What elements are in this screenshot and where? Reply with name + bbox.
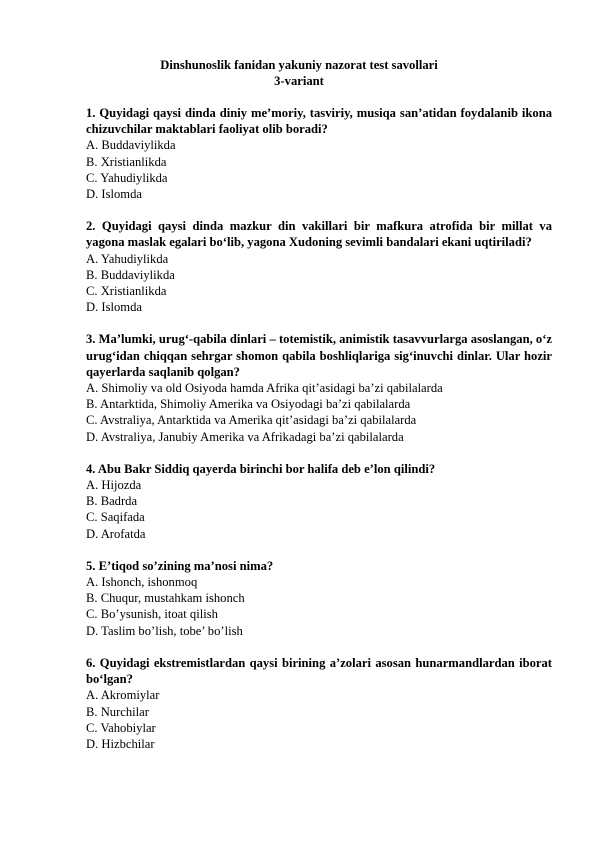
question-text: 2. Quyidagi qaysi dinda mazkur din vakillari bir mafkura atrofida bir millat va yagona maslak egalari bo‘lib, yagona Xudoning sevimli bandalari ekani uqtiriladi? bbox=[86, 219, 552, 250]
option-b: B. Nurchilar bbox=[86, 704, 149, 719]
question-4 bbox=[86, 461, 552, 542]
option-d: D. Islomda bbox=[86, 187, 142, 202]
document-title: Dinshunoslik fanidan yakuniy nazorat test savollari bbox=[160, 58, 438, 72]
option-d: D. Islomda bbox=[86, 300, 142, 315]
option-d: D. Avstraliya, Janubiy Amerika va Afrikadagi ba’zi qabilalarda bbox=[86, 429, 404, 444]
option-a: A. Yahudiylikda bbox=[86, 251, 169, 266]
option-d: D. Taslim bo’lish, tobe’ bo’lish bbox=[86, 623, 243, 638]
option-c: C. Yahudiylikda bbox=[86, 170, 168, 185]
option-a: A. Ishonch, ishonmoq bbox=[86, 575, 198, 590]
variant-label: 3-variant bbox=[274, 74, 324, 88]
question-3 bbox=[86, 331, 552, 444]
option-d: D. Arofatda bbox=[86, 526, 146, 541]
option-a: A. Akromiylar bbox=[86, 688, 160, 703]
option-a: A. Buddaviylikda bbox=[86, 138, 176, 153]
option-b: B. Xristianlikda bbox=[86, 154, 167, 169]
option-b: B. Badrda bbox=[86, 494, 138, 509]
option-b: B. Buddaviylikda bbox=[86, 267, 175, 282]
option-c: C. Xristianlikda bbox=[86, 284, 167, 299]
question-text: 4. Abu Bakr Siddiq qayerda birinchi bor halifa deb e’lon qilindi? bbox=[86, 461, 436, 476]
option-c: C. Bo’ysunish, itoat qilish bbox=[86, 607, 218, 622]
question-text: 5. E’tiqod so’zining ma’nosi nima? bbox=[86, 558, 274, 573]
option-d: D. Hizbchilar bbox=[86, 736, 155, 751]
question-text: 1. Quyidagi qaysi dinda diniy me’moriy, tasviriy, musiqa san’atidan foydalanib ikona chizuvchilar maktablari faoliyat olib boradi? bbox=[86, 106, 552, 137]
option-c: C. Avstraliya, Antarktida va Amerika qit’asidagi ba’zi qabilalarda bbox=[86, 413, 417, 428]
question-6 bbox=[86, 655, 552, 752]
question-5 bbox=[86, 558, 552, 639]
option-b: B. Chuqur, mustahkam ishonch bbox=[86, 591, 245, 606]
option-c: C. Saqifada bbox=[86, 510, 145, 525]
question-1 bbox=[86, 105, 552, 202]
document-header bbox=[66, 0, 532, 89]
option-c: C. Vahobiylar bbox=[86, 720, 156, 735]
question-list bbox=[86, 105, 552, 752]
question-text: 3. Ma’lumki, urug‘-qabila dinlari – totemistik, animistik tasavvurlarga asoslangan, o‘z urug‘idan chiqqan sehrgar shomon qabila boshliqlariga sig‘inuvchi dinlar. Ular hozir qayerlarda saqlanib qolgan? bbox=[86, 332, 552, 379]
option-b: B. Antarktida, Shimoliy Amerika va Osiyodagi ba’zi qabilalarda bbox=[86, 397, 411, 412]
option-a: A. Hijozda bbox=[86, 478, 142, 493]
option-a: A. Shimoliy va old Osiyoda hamda Afrika qit’asidagi ba’zi qabilalarda bbox=[86, 381, 443, 396]
question-text: 6. Quyidagi ekstremistlardan qaysi birining a’zolari asosan hunarmandlardan iborat bo‘lgan? bbox=[86, 655, 552, 687]
question-2 bbox=[86, 218, 552, 315]
